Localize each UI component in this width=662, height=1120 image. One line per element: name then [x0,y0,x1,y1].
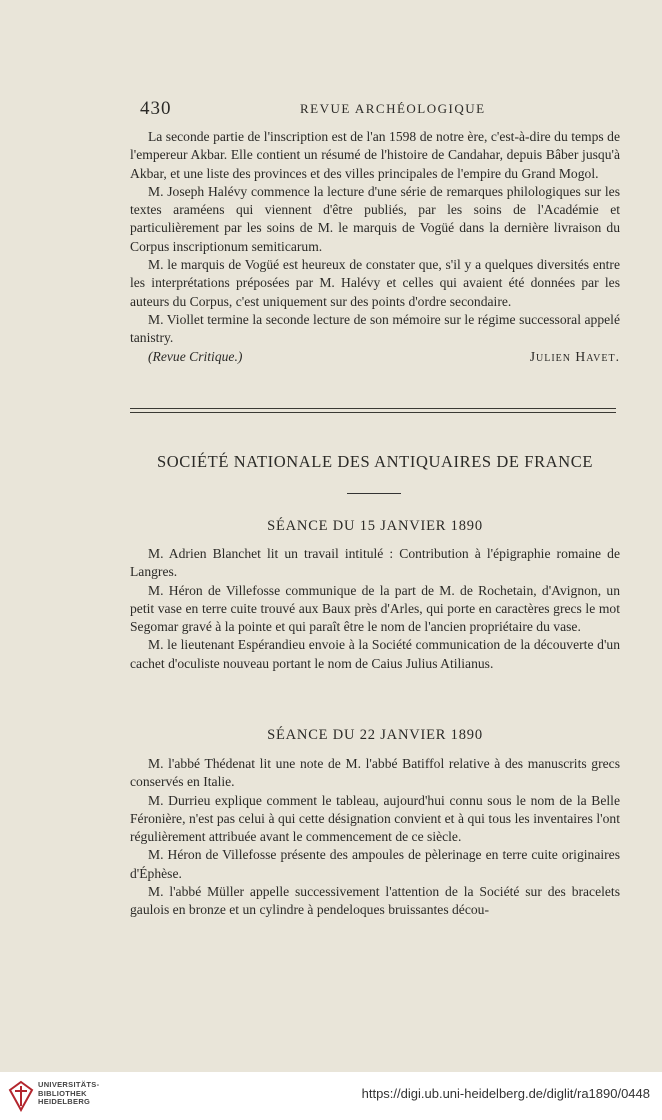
seance-2-body [130,755,620,920]
page-header [140,98,620,118]
society-title: SOCIÉTÉ NATIONALE DES ANTIQUAIRES DE FRANCE [157,452,593,471]
permalink-url[interactable]: https://digi.ub.uni-heidelberg.de/diglit/ra1890/0448 [361,1086,650,1101]
paragraph: M. l'abbé Müller appelle successivement l'attention de la Société sur des bracelets gaulois en bronze et un cylindre à pendeloques bruissantes décou- [130,884,620,918]
title-rule [347,493,401,494]
viewer-footer [0,1072,662,1120]
running-title: REVUE ARCHÉOLOGIQUE [300,101,486,116]
paragraph: M. Durrieu explique comment le tableau, aujourd'hui connu sous le nom de la Belle Féronière, n'est pas celui à qui cette désignation convient et à qui tous les inventaires l'ont régulièrement attribuée avant le commencement de ce siècle. [130,792,620,845]
page-number: 430 [140,98,172,119]
paragraph: M. Adrien Blanchet lit un travail intitulé : Contribution à l'épigraphie romaine de Langres. [130,546,620,580]
paragraph: M. Joseph Halévy commence la lecture d'une série de remarques philologiques sur les textes araméens qui viennent d'être publiés, par les soins de l'Académie et particulièrement par les soins de M. le marquis de Vogüé dans la dernière livraison du Corpus inscriptionum semiticarum. [130,183,620,254]
paragraph: La seconde partie de l'inscription est de l'an 1598 de notre ère, c'est-à-dire du temps de l'empereur Akbar. Elle contient un résumé de l'histoire de Candahar, depuis Bâber jusqu'à Akbar, et une liste des provinces et des villes principales de l'empire du Grand Mogol. [130,129,620,181]
seance-title-1: SÉANCE DU 15 JANVIER 1890 [267,518,483,534]
source-citation: (Revue Critique.) [148,348,243,364]
seance-1-body [130,545,620,673]
paragraph: M. le marquis de Vogüé est heureux de constater que, s'il y a quelques diversités entre les interprétations préposées par M. Halévy et celles qui avaient été données par les auteurs du Corpus, c'est uniquement sur des points d'ordre secondaire. [130,257,620,309]
article-end [130,128,620,366]
signature-line [130,348,620,366]
seance-title-2: SÉANCE DU 22 JANVIER 1890 [267,727,483,743]
university-logo-icon [8,1080,34,1112]
paragraph: M. Héron de Villefosse présente des ampoules de pèlerinage en terre cuite originaires d'Éphèse. [130,847,620,881]
paragraph: M. l'abbé Thédenat lit une note de M. l'abbé Batiffol relative à des manuscrits grecs conservés en Italie. [130,756,620,790]
author-name: Julien Havet. [529,348,620,364]
paragraph: M. le lieutenant Espérandieu envoie à la Société communication de la découverte d'un cachet d'oculiste nouveau portant le nom de Caius Julius Atilianus. [130,637,620,671]
paragraph: M. Viollet termine la seconde lecture de son mémoire sur le régime successoral appelé tanistry. [130,311,620,346]
section-divider [130,408,616,413]
paragraph: M. Héron de Villefosse communique de la part de M. de Rochetain, d'Avignon, un petit vase en terre cuite trouvé aux Baux près d'Arles, qui porte en caractères grecs le mot Segomar gravé à la pointe et qui paraît être le nom de l'ancien propriétaire du vase. [130,582,620,635]
institution-name: UNIVERSITÄTS- BIBLIOTHEK HEIDELBERG [38,1080,100,1107]
